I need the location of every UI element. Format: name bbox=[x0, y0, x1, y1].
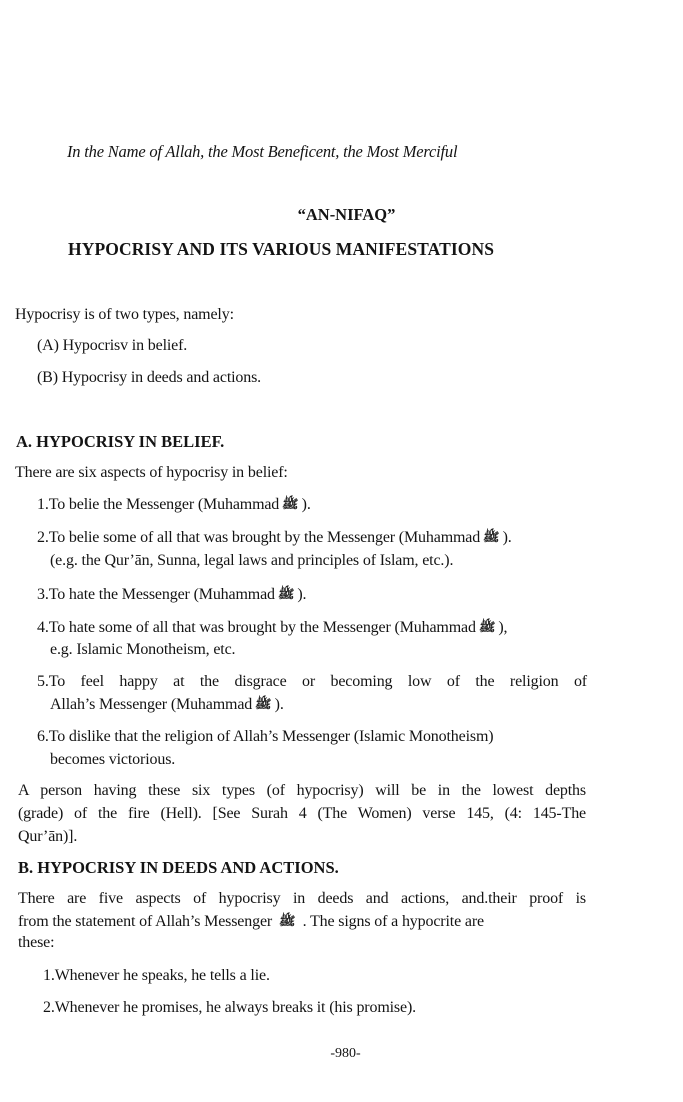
lead-text: . The signs of a hypocrite are bbox=[302, 913, 484, 930]
item-number: 1. bbox=[43, 967, 55, 984]
list-item-continuation: becomes victorious. bbox=[50, 751, 176, 768]
item-text: To belie some of all that was brought by the Messenger (Muhammad bbox=[48, 529, 481, 546]
conclusion-line: A person having these six types (of hypocrisy) will be in the lowest depths bbox=[18, 782, 586, 799]
list-item-continuation: (e.g. the Qur’ān, Sunna, legal laws and principles of Islam, etc.). bbox=[50, 552, 454, 569]
page-subtitle: HYPOCRISY AND ITS VARIOUS MANIFESTATIONS bbox=[68, 239, 495, 259]
item-text: To hate some of all that was brought by the Messenger (Muhammad bbox=[48, 619, 476, 636]
item-number: 6. bbox=[37, 728, 49, 745]
item-number: 1. bbox=[37, 496, 49, 513]
item-punct: ). bbox=[301, 496, 311, 513]
item-number: 5. bbox=[37, 673, 49, 690]
list-item bbox=[37, 529, 512, 547]
list-item bbox=[37, 673, 587, 691]
section-b-lead-line: There are five aspects of hypocrisy in deeds and actions, and.their proof is bbox=[18, 890, 586, 907]
item-text: Whenever he promises, he always breaks it (his promise). bbox=[54, 999, 416, 1016]
conclusion-line: (grade) of the fire (Hell). [See Surah 4 (The Women) verse 145, (4: 145-The bbox=[18, 805, 586, 822]
basmala: In the Name of Allah, the Most Beneficent, the Most Merciful bbox=[67, 142, 458, 161]
salawat-icon: ﷺ bbox=[483, 530, 500, 544]
lead-text: from the statement of Allah’s Messenger bbox=[18, 913, 273, 930]
item-text: To feel happy at the disgrace or becoming low of the religion of bbox=[48, 673, 587, 690]
item-text: To hate the Messenger (Muhammad bbox=[48, 586, 275, 603]
salawat-icon: ﷺ bbox=[277, 587, 295, 601]
list-item bbox=[37, 496, 311, 514]
intro-text: Hypocrisy is of two types, namely: bbox=[15, 306, 234, 323]
list-item bbox=[37, 619, 507, 637]
item-number: 3. bbox=[37, 586, 49, 603]
list-item-continuation bbox=[50, 696, 284, 714]
item-text: To dislike that the religion of Allah’s Messenger (Islamic Monotheism) bbox=[48, 728, 494, 745]
list-item bbox=[43, 967, 270, 985]
section-a-lead: There are six aspects of hypocrisy in belief: bbox=[15, 464, 288, 481]
item-text: Whenever he speaks, he tells a lie. bbox=[54, 967, 270, 984]
page-number: -980- bbox=[330, 1046, 361, 1061]
item-punct: ). bbox=[274, 696, 284, 713]
item-number: 2. bbox=[43, 999, 55, 1016]
item-punct: ). bbox=[297, 586, 307, 603]
item-punct: ), bbox=[498, 619, 508, 636]
item-text: To belie the Messenger (Muhammad bbox=[48, 496, 280, 513]
type-a: (A) Hypocrisv in belief. bbox=[37, 337, 188, 354]
section-b-lead-line bbox=[18, 913, 484, 931]
list-item bbox=[37, 728, 493, 746]
page-title: “AN-NIFAQ” bbox=[297, 205, 396, 224]
salawat-icon: ﷺ bbox=[255, 697, 272, 711]
conclusion-line: Qur’ān)]. bbox=[18, 828, 78, 845]
section-b-heading: B. HYPOCRISY IN DEEDS AND ACTIONS. bbox=[18, 858, 339, 877]
salawat-icon: ﷺ bbox=[282, 497, 299, 511]
section-b-lead-line: these: bbox=[18, 934, 55, 951]
list-item-continuation: e.g. Islamic Monotheism, etc. bbox=[50, 641, 236, 658]
salawat-icon: ﷺ bbox=[478, 620, 496, 634]
item-text: Allah’s Messenger (Muhammad bbox=[50, 696, 253, 713]
list-item bbox=[43, 999, 416, 1017]
type-b: (B) Hypocrisy in deeds and actions. bbox=[37, 369, 262, 386]
item-number: 4. bbox=[37, 619, 49, 636]
section-a-heading: A. HYPOCRISY IN BELIEF. bbox=[16, 432, 225, 451]
item-number: 2. bbox=[37, 529, 49, 546]
item-punct: ). bbox=[502, 529, 512, 546]
salawat-icon: ﷺ bbox=[279, 914, 296, 928]
list-item bbox=[37, 586, 306, 604]
